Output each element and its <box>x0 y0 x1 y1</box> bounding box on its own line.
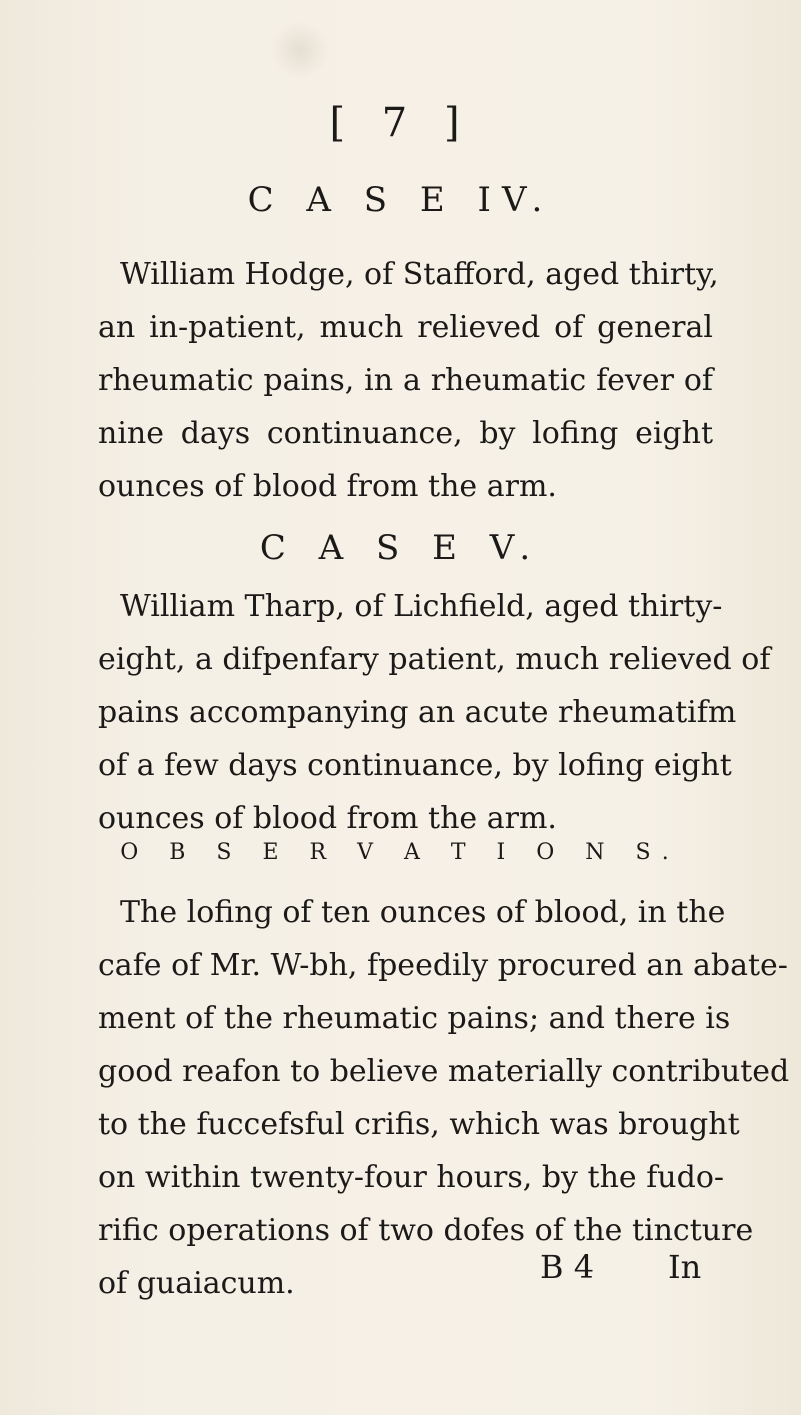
observations-text <box>98 886 790 1310</box>
text-line: ounces of blood from the arm. <box>98 801 557 836</box>
page-number: [ 7 ] <box>329 100 472 146</box>
text-line: William Hodge, of Stafford, aged thirty, <box>120 257 719 292</box>
case-iv-heading: C A S E IV. <box>247 180 554 220</box>
text-line: of a few days continuance, by lofing eight <box>98 748 732 783</box>
signature-mark: B 4 <box>540 1248 595 1286</box>
text-line: to the fuccefsful crifis, which was brought <box>98 1107 740 1142</box>
text-line: on within twenty-four hours, by the fudo- <box>98 1160 725 1195</box>
text-line: rific operations of two dofes of the tincture <box>98 1213 754 1248</box>
case-iv-text <box>98 248 719 513</box>
text-line: good reafon to believe materially contributed <box>98 1054 790 1089</box>
text-line: ment of the rheumatic pains; and there is <box>98 1001 731 1036</box>
text-line: ounces of blood from the arm. <box>98 469 557 504</box>
case-v-text <box>98 580 771 845</box>
text-line: cafe of Mr. W-bh, fpeedily procured an abate- <box>98 948 788 983</box>
catchword: In <box>668 1248 702 1286</box>
text-line: an in-patient, much relieved of general <box>98 310 713 345</box>
text-line: nine days continuance, by lofing eight <box>98 416 713 451</box>
text-line: The lofing of ten ounces of blood, in the <box>120 895 726 930</box>
text-line: eight, a difpenfary patient, much relieved of <box>98 642 771 677</box>
text-line: rheumatic pains, in a rheumatic fever of <box>98 363 713 398</box>
text-line: William Tharp, of Lichfield, aged thirty- <box>120 589 723 624</box>
observations-heading: O B S E R V A T I O N S. <box>120 840 681 865</box>
text-line: pains accompanying an acute rheumatifm <box>98 695 737 730</box>
text-line: of guaiacum. <box>98 1266 295 1301</box>
case-v-heading: C A S E V. <box>259 528 542 568</box>
paper-stain <box>270 20 330 80</box>
